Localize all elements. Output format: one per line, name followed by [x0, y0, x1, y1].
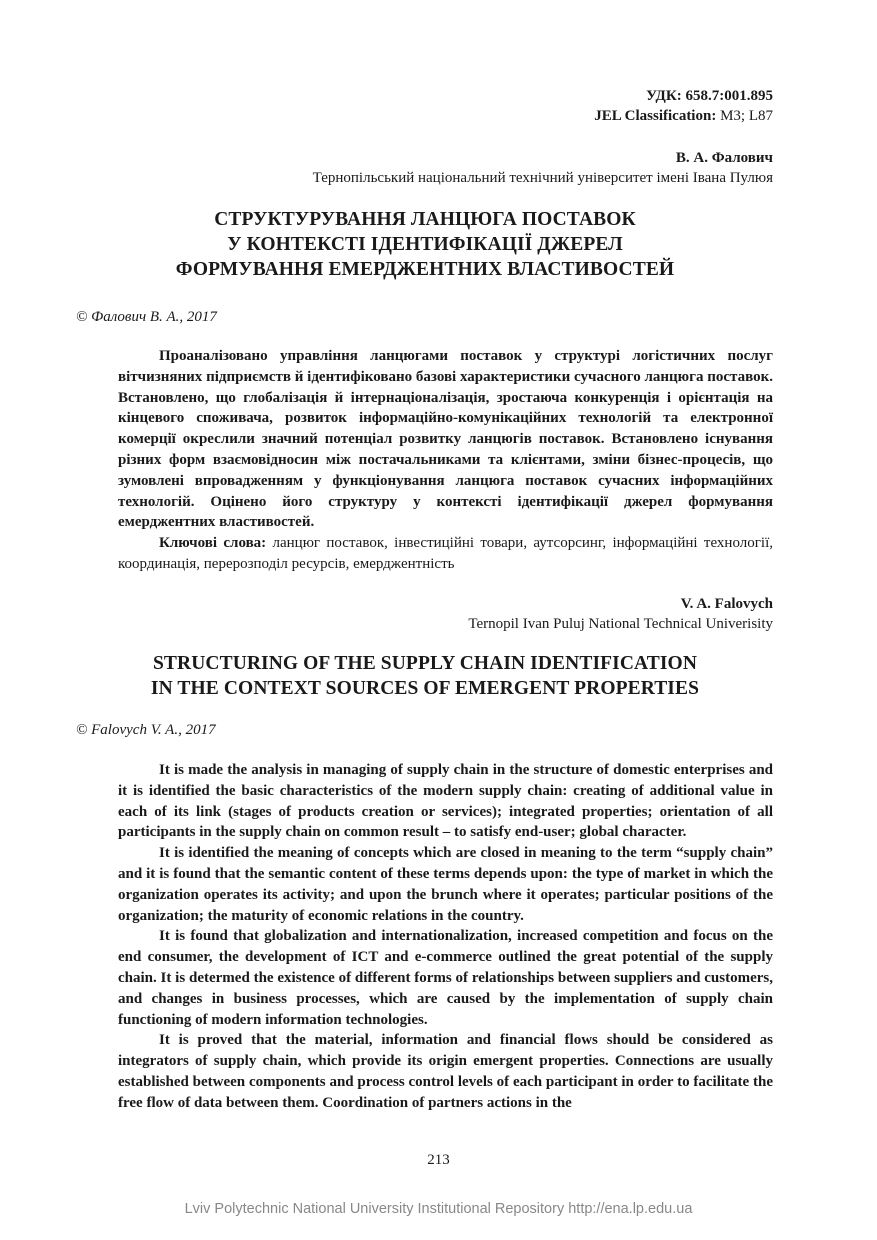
udk-label: УДК:: [646, 88, 682, 104]
ua-author: В. А. Фалович: [675, 150, 773, 166]
en-paragraph: It is identified the meaning of concepts which are closed in meaning to the term “supply chain” and it is found that the semantic content of these terms depends upon: the type of market in which the organization operates its activity; and upon the brunch where it operates; particular positions of the organization; the maturity of economic relations in the country.: [118, 845, 773, 924]
repository-footer: Lviv Polytechnic National University Institutional Repository http://ena.lp.edu.ua: [184, 1201, 693, 1217]
en-paragraph: It is proved that the material, information and financial flows should be considered as integrators of supply chain, which provide its origin emergent properties. Connections are usually established between components and process control levels of each participant in order to facilitate the free flow of data between them. Coordination of partners actions in the: [118, 1032, 773, 1111]
ua-keywords-label: Ключові слова:: [159, 535, 267, 552]
jel-label: JEL Classification:: [594, 108, 717, 124]
en-paragraph: It is made the analysis in managing of supply chain in the structure of domestic enterprises and it is identified the basic characteristics of the modern supply chain: creating of additional value in each of its link (stages of products creation or services); integrated properties; orientation of all participants in the supply chain on common result – to satisfy end-user; global character.: [118, 762, 773, 841]
jel-line: [594, 106, 773, 126]
udk-line: [646, 86, 773, 106]
en-affiliation: Ternopil Ivan Puluj National Technical Univerisity: [468, 616, 773, 632]
en-paragraph: It is found that globalization and internationalization, increased competition and focus on the end consumer, the development of ICT and e-commerce outlined the great potential of the supply chain. It is determed the existence of different forms of relationships between suppliers and customers, and changes in business processes, which are caused by the implementation of supply chain functioning of modern information technologies.: [118, 928, 773, 1028]
ua-abstract: Проаналізовано управління ланцюгами поставок у структурі логістичних послуг вітчизняних підприємств й ідентифіковано базові характеристики сучасного ланцюга поставок. Встановлено, що глобалізація й інтернаціоналізація, зростаюча конкуренція і орієнтація на кінцевого споживача, розвиток інформаційно-комунікаційних технологій та електронної комерції окреслили значний потенціал розвитку ланцюгів поставок. Встановлено існування різних форм взаємовідносин між постачальниками та клієнтами, зміни бізнес-процесів, що зумовлені впровадженням у функціонування ланцюга поставок сучасних інформаційних технологій. Оцінено його структуру у контексті ідентифікації джерел формування емерджентних властивостей.: [118, 348, 773, 531]
jel-value: M3; L87: [720, 108, 773, 124]
en-title: [100, 651, 750, 701]
ua-keywords: [118, 533, 773, 575]
ua-title-line: У КОНТЕКСТІ ІДЕНТИФІКАЦІЇ ДЖЕРЕЛ: [227, 234, 623, 255]
ua-title-line: СТРУКТУРУВАННЯ ЛАНЦЮГА ПОСТАВОК: [214, 209, 636, 230]
ua-title-line: ФОРМУВАННЯ ЕМЕРДЖЕНТНИХ ВЛАСТИВОСТЕЙ: [175, 259, 675, 280]
udk-value: 658.7:001.895: [685, 88, 773, 104]
en-abstract-block: [118, 760, 773, 1114]
ua-copyright: © Фалович В. А., 2017: [76, 309, 217, 325]
ua-abstract-block: [118, 346, 773, 575]
ua-title: [100, 207, 750, 282]
en-copyright: © Falovych V. A., 2017: [76, 722, 216, 738]
en-title-line: IN THE CONTEXT SOURCES OF EMERGENT PROPERTIES: [150, 678, 700, 699]
ua-keywords-text: ланцюг поставок, інвестиційні товари, аутсорсинг, інформаційні технології, координація, перерозподіл ресурсів, емерджентність: [118, 535, 773, 572]
page-number: 213: [427, 1152, 450, 1168]
en-title-line: STRUCTURING OF THE SUPPLY CHAIN IDENTIFICATION: [152, 653, 697, 674]
ua-affiliation: Тернопільський національний технічний університет імені Івана Пулюя: [312, 170, 773, 186]
en-author: V. A. Falovych: [680, 596, 773, 612]
